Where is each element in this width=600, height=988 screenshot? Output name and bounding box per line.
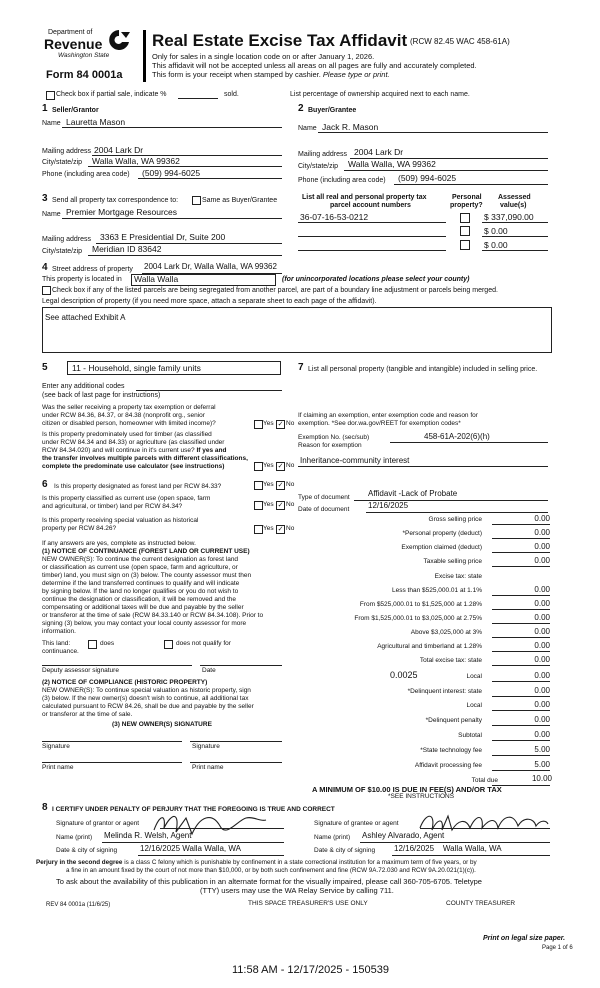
q1-no-label: No: [286, 420, 295, 427]
buyer-phone: (509) 994-6025: [398, 173, 457, 183]
certify-statement: I CERTIFY UNDER PENALTY OF PERJURY THAT THE FOREGOING IS TRUE AND CORRECT: [52, 806, 335, 813]
calc-value-field[interactable]: [492, 710, 550, 711]
s6-q1: Is this property designated as forest land per RCW 84.33?: [54, 483, 222, 490]
buyer-city: Walla Walla, WA 99362: [348, 159, 436, 169]
local-rate: 0.0025: [390, 670, 418, 680]
s6-q3b: property per RCW 84.26?: [42, 525, 117, 532]
q1-no-checkbox[interactable]: ✓: [277, 421, 284, 428]
reason-field[interactable]: [298, 466, 548, 467]
personal-property-checkbox[interactable]: [460, 240, 470, 250]
tax-corr-name-label: Name: [42, 211, 61, 218]
partial-sale-label: Check box if partial sale, indicate %: [56, 91, 167, 98]
see-instructions: *SEE INSTRUCTIONS: [388, 793, 455, 800]
tax-corr-mail-label: Mailing address: [42, 236, 92, 243]
q1-line-b: under RCW 84.36, 84.37, or 84.38 (nonprofit org., senior: [42, 412, 205, 419]
seller-phone: (509) 994-6025: [142, 168, 201, 178]
q2-yes-checkbox[interactable]: [254, 462, 263, 471]
assessed-value: $ 0.00: [484, 240, 508, 250]
notice1-line: signing (3) below, you may contact your local county assessor for more: [42, 620, 247, 627]
deputy-label: Deputy assessor signature: [42, 667, 119, 674]
grantor-name-field[interactable]: [102, 842, 284, 843]
tax-corr-city-field[interactable]: [88, 255, 282, 256]
parcels-col3a: Assessed: [498, 194, 531, 201]
calc-label: Local: [466, 673, 482, 680]
notice1-title: (1) NOTICE OF CONTINUANCE (FOREST LAND OR CURRENT USE): [42, 548, 250, 555]
perjury-line-2: a fine in an amount fixed by the court of not more than $10,000, or by both such confinement and fine (RCW 9A.72.030 and RCW 9A.20.021(1)(c)).: [66, 867, 476, 874]
section8-num: 8: [42, 802, 48, 813]
calc-label: Subtotal: [458, 732, 482, 739]
buyer-name: Jack R. Mason: [322, 122, 379, 132]
s6-q2-yes-label: Yes: [263, 501, 274, 508]
seller-mail-label: Mailing address: [42, 148, 92, 155]
calc-value: 0.00: [534, 514, 550, 523]
see-back-label: (see back of last page for instructions): [42, 392, 161, 399]
calc-value: 0.00: [534, 542, 550, 551]
street-label: Street address of property: [52, 266, 133, 273]
notice1-line: continue the designation or classification, it will be removed and the: [42, 596, 237, 603]
q2-no-label: No: [286, 462, 295, 469]
calc-value: 0.00: [534, 627, 550, 636]
segregated-checkbox[interactable]: [42, 286, 51, 295]
county-treasurer: COUNTY TREASURER: [446, 900, 516, 907]
seller-mail: 2004 Lark Dr: [94, 145, 144, 155]
if-any-yes: If any answers are yes, complete as instructed below.: [42, 540, 196, 547]
q1-yes-label: Yes: [263, 420, 274, 427]
seller-num: 1: [42, 103, 48, 114]
buyer-mail-label: Mailing address: [298, 151, 348, 158]
located-note: (for unincorporated locations please select your county): [282, 276, 470, 283]
notice2-line: NEW OWNER(S): To continue special valuation as historic property, sign: [42, 687, 251, 694]
q1-line-a: Was the seller receiving a property tax exemption or deferral: [42, 404, 216, 411]
reason-value: Inheritance-community interest: [300, 456, 410, 465]
assessed-value: $ 0.00: [484, 226, 508, 236]
grantee-name-field[interactable]: [360, 842, 550, 843]
calc-value: 0.00: [534, 715, 550, 724]
does-label: does: [100, 640, 115, 647]
notice1-line: or transferor at the time of sale (RCW 84.33.140 or RCW 84.34.108). Prior to: [42, 612, 264, 619]
deputy-signature-field[interactable]: [42, 665, 192, 666]
doc-date-label: Date of document: [298, 506, 350, 513]
ownership-note: List percentage of ownership acquired next to each name.: [290, 91, 470, 98]
assessed-value-field[interactable]: [482, 250, 548, 251]
s6-q3-no-checkbox[interactable]: ✓: [277, 526, 284, 533]
calc-value-field[interactable]: [492, 637, 550, 638]
located-label: This property is located in: [42, 276, 122, 283]
assessed-value: $ 337,090.00: [484, 212, 534, 222]
calc-value: 0.00: [534, 599, 550, 608]
parcel-number-field[interactable]: [298, 222, 446, 223]
perjury-line-1: [36, 859, 477, 867]
calc-label: From $525,000.01 to $1,525,000 at 1.28%: [359, 601, 482, 608]
s6-q3a: Is this property receiving special valuation as historical: [42, 517, 199, 524]
calc-label: *Delinquent interest: state: [407, 688, 482, 695]
grantor-name: Melinda R. Welsh, Agent: [104, 831, 192, 840]
q2-line-f: complete the predominate use calculator (see instructions): [42, 463, 225, 470]
tax-corr-name: Premier Mortgage Resources: [66, 207, 178, 217]
calc-label: Agricultural and timberland at 1.28%: [377, 643, 482, 650]
notice1-line: determine if the land transferred continues to qualify and will indicate: [42, 580, 240, 587]
grantor-date: 12/16/2025 Walla Walla, WA: [140, 844, 241, 853]
name-print-label-left: Name (print): [56, 834, 93, 841]
calc-value: 10.00: [531, 774, 552, 783]
notice1-line: information.: [42, 628, 76, 635]
q2-line-e: the transfer involves multiple parcels with different classifications,: [42, 455, 248, 462]
location-num: 4: [42, 262, 48, 273]
does-checkbox[interactable]: [88, 640, 97, 649]
parcels-col1b: parcel account numbers: [330, 202, 411, 209]
located-value: Walla Walla: [134, 274, 179, 284]
print-legal-note: Print on legal size paper.: [483, 935, 566, 942]
partial-sale-suffix: sold.: [224, 91, 239, 98]
perjury-bold: Perjury in the second degree: [36, 859, 123, 866]
owner-signature-1-label: Signature: [42, 743, 70, 750]
calc-label: Affidavit processing fee: [414, 762, 482, 769]
seller-title: Seller/Grantor: [52, 107, 99, 114]
page-number: Page 1 of 6: [542, 945, 573, 951]
form-title: Real Estate Excise Tax Affidavit: [152, 31, 408, 50]
buyer-title: Buyer/Grantee: [308, 107, 357, 114]
tax-corr-label: Send all property tax correspondence to:: [52, 197, 179, 204]
section6-num: 6: [42, 479, 48, 490]
q2-line-c: [42, 447, 226, 455]
calc-value-field[interactable]: [492, 595, 550, 596]
s6-q3-yes-label: Yes: [263, 525, 274, 532]
calc-label: Total excise tax: state: [419, 657, 482, 664]
q2-yes-label: Yes: [263, 462, 274, 469]
calc-value: 0.00: [534, 730, 550, 739]
calc-label: *Personal property (deduct): [402, 530, 482, 537]
parcels-col3b: value(s): [500, 202, 527, 209]
same-as-buyer-label: Same as Buyer/Grantee: [202, 197, 278, 204]
calc-label: *Delinquent penalty: [425, 717, 482, 724]
calc-label: Total due: [471, 777, 498, 784]
doc-date: 12/16/2025: [368, 501, 409, 510]
doc-type: Affidavit -Lack of Probate: [368, 489, 458, 498]
this-land-label: This land:: [42, 640, 71, 647]
calc-value-field[interactable]: [492, 770, 550, 771]
calc-value: 0.00: [534, 655, 550, 664]
date-city-label-right: Date & city of signing: [314, 847, 376, 854]
calc-value-field[interactable]: [492, 725, 550, 726]
header-divider: [143, 30, 146, 82]
calc-label: *State technology fee: [420, 747, 482, 754]
does-not-checkbox[interactable]: [164, 640, 173, 649]
legal-label: Legal description of property (if you need more space, attach a separate sheet to each page of the affidavit).: [42, 298, 377, 305]
deputy-date-label: Date: [202, 667, 216, 674]
sig-grantee-label: Signature of grantee or agent: [314, 820, 399, 827]
buyer-city-label: City/state/zip: [298, 163, 339, 170]
use-code: 11 - Household, single family units: [72, 363, 201, 373]
calc-value-field[interactable]: [492, 524, 550, 525]
continuance-label: continuance.: [42, 648, 79, 655]
calc-value: 0.00: [534, 686, 550, 695]
calc-value: 0.00: [534, 641, 550, 650]
assessed-value-field[interactable]: [482, 222, 548, 223]
deputy-date-field[interactable]: [200, 665, 282, 666]
calc-label: Local: [466, 702, 482, 709]
q2-no-checkbox[interactable]: ✓: [277, 463, 284, 470]
tax-corr-num: 3: [42, 193, 48, 204]
street-address: 2004 Lark Dr, Walla Walla, WA 99362: [144, 262, 277, 271]
calc-label: Less than $525,000.01 at 1.1%: [392, 587, 482, 594]
notice2-line: or transferor at the time of sale.: [42, 711, 133, 718]
owner-print-2-field[interactable]: [190, 762, 282, 763]
s6-q2-no-label: No: [286, 501, 295, 508]
calc-value-field[interactable]: [492, 681, 550, 682]
name-print-label-right: Name (print): [314, 834, 351, 841]
q2-line-c-text: RCW 84.34.020) and will continue in it's current use?: [42, 447, 195, 454]
calc-value-field[interactable]: [492, 740, 550, 741]
buyer-city-field[interactable]: [344, 170, 548, 171]
calc-value-field[interactable]: [492, 609, 550, 610]
owner-print-1-field[interactable]: [42, 762, 182, 763]
revision: REV 84 0001a (11/6/25): [46, 902, 111, 908]
buyer-name-label: Name: [298, 125, 317, 132]
notice1-line: timber) land, you must sign on (3) below. The county assessor must then: [42, 572, 252, 579]
dept-line1: Department of: [48, 29, 93, 36]
s6-q3-no-label: No: [286, 525, 295, 532]
seller-name: Lauretta Mason: [66, 117, 126, 127]
calc-value-field[interactable]: [492, 696, 550, 697]
seller-city: Walla Walla, WA 99362: [92, 156, 180, 166]
revenue-swirl-icon: [106, 28, 132, 52]
grantee-date-field[interactable]: [392, 855, 550, 856]
s6-q1-no-label: No: [286, 481, 295, 488]
assessed-value-field[interactable]: [482, 236, 548, 237]
calc-value: 0.00: [534, 556, 550, 565]
section7-num: 7: [298, 362, 304, 373]
personal-property-checkbox[interactable]: [460, 213, 470, 223]
exemption-no: 458-61A-202(6)(h): [424, 432, 490, 441]
notice2-title: (2) NOTICE OF COMPLIANCE (HISTORIC PROPERTY): [42, 679, 208, 686]
calc-value: 5.00: [534, 745, 550, 754]
segregated-label: Check box if any of the listed parcels are being segregated from another parcel, are part of a boundary line adjustment or parcels being merged.: [52, 287, 498, 294]
buyer-phone-label: Phone (including area code): [298, 177, 386, 184]
exemption-no-label: Exemption No. (sec/sub): [298, 434, 370, 441]
header-note-3: [152, 70, 390, 79]
same-as-buyer-checkbox[interactable]: [192, 196, 201, 205]
owner-signature-1-field[interactable]: [42, 741, 182, 742]
parcel-number-field[interactable]: [298, 250, 446, 251]
seller-name-field[interactable]: [62, 127, 282, 128]
s6-q1-no-checkbox[interactable]: ✓: [277, 482, 284, 489]
new-owner-signature-title: (3) NEW OWNER(S) SIGNATURE: [112, 721, 212, 728]
notice1-line: NEW OWNER(S): To continue the current designation as forest land: [42, 556, 239, 563]
calc-value-field[interactable]: [492, 538, 550, 539]
availability-line-1: To ask about the availability of this publication in an alternate format for the visually impaired, please call 360-705-6705. Teletype: [56, 877, 482, 886]
calc-label: From $1,525,000.01 to $3,025,000 at 2.75%: [354, 615, 482, 622]
tax-corr-city: Meridian ID 83642: [92, 244, 162, 254]
s6-q2b: and agricultural, or timber) land per RCW 84.34?: [42, 503, 183, 510]
exempt-line-a: If claiming an exemption, enter exemption code and reason for: [298, 412, 478, 419]
buyer-num: 2: [298, 103, 304, 114]
notice1-line: by signing below. If the land no longer qualifies or you do not wish to: [42, 588, 239, 595]
calc-value: 5.00: [534, 760, 550, 769]
buyer-mail: 2004 Lark Dr: [354, 147, 404, 157]
partial-sale-percent[interactable]: [178, 98, 218, 99]
treasurer-use: THIS SPACE TREASURER'S USE ONLY: [248, 900, 368, 907]
calc-value-field[interactable]: [492, 552, 550, 553]
q1-line-c: citizen or disabled person, homeowner with limited income)?: [42, 420, 216, 427]
calc-value-field[interactable]: [492, 755, 550, 756]
calc-label: Gross selling price: [428, 516, 482, 523]
notice1-line: compensating or additional taxes will be due and payable by the seller: [42, 604, 244, 611]
date-city-label-left: Date & city of signing: [56, 847, 118, 854]
buyer-name-field[interactable]: [318, 132, 548, 133]
owner-print-2-label: Print name: [192, 764, 224, 771]
section5-num: 5: [42, 362, 48, 373]
tax-corr-name-field[interactable]: [62, 218, 282, 219]
tax-corr-mail: 3363 E Presidential Dr, Suite 200: [100, 232, 226, 242]
parcels-col2a: Personal: [452, 194, 482, 201]
notice2-line: calculated pursuant to RCW 84.26, shall be due and payable by the seller: [42, 703, 254, 710]
parcels-col2b: property?: [450, 202, 483, 209]
tax-corr-city-label: City/state/zip: [42, 248, 83, 255]
s6-q3-yes-checkbox[interactable]: [254, 525, 263, 534]
seller-phone-label: Phone (including area code): [42, 171, 130, 178]
form-number: Form 84 0001a: [46, 69, 123, 81]
does-not-label: does not qualify for: [176, 640, 231, 647]
q2-line-a: Is this property predominately used for timber (as classified: [42, 431, 212, 438]
personal-property-label: List all personal property (tangible and intangible) included in selling price.: [308, 366, 538, 373]
minimum-due-note: A MINIMUM OF $10.00 IS DUE IN FEE(S) AND/OR TAX: [312, 785, 502, 794]
calc-value-field[interactable]: [492, 665, 550, 666]
calc-label: Above $3,025,000 at 3%: [410, 629, 482, 636]
grantee-name: Ashley Alvarado, Agent: [362, 831, 445, 840]
calc-value-field[interactable]: [492, 651, 550, 652]
parcels-col1a: List all real and personal property tax: [302, 194, 427, 201]
form-citation: (RCW 82.45 WAC 458-61A): [410, 37, 510, 46]
notice1-line: or classification as current use (open space, farm and agriculture, or: [42, 564, 238, 571]
s6-q2-no-checkbox[interactable]: ✓: [277, 502, 284, 509]
seller-name-label: Name: [42, 120, 61, 127]
q2-line-c-bold: If yes and: [196, 447, 227, 454]
personal-property-checkbox[interactable]: [460, 226, 470, 236]
calc-label: Taxable selling price: [423, 558, 482, 565]
availability-line-2: (TTY) users may use the WA Relay Service by calling 711.: [200, 886, 394, 895]
calc-value: 0.00: [534, 700, 550, 709]
seller-phone-field[interactable]: [138, 178, 282, 179]
seller-city-label: City/state/zip: [42, 159, 83, 166]
header-note-2: This affidavit will not be accepted unless all areas on all pages are fully and accurately completed.: [152, 61, 477, 70]
s6-q2a: Is this property classified as current use (open space, farm: [42, 495, 211, 502]
owner-signature-2-field[interactable]: [190, 741, 282, 742]
calc-value-field[interactable]: [492, 566, 550, 567]
print-timestamp: 11:58 AM - 12/17/2025 - 150539: [232, 964, 389, 976]
parcel-number: 36-07-16-53-0212: [300, 212, 369, 222]
perjury-text-1: is a class C felony which is punishable by confinement in a state correctional institution for a maximum term of five years, or by: [124, 859, 477, 866]
parcel-number-field[interactable]: [298, 236, 446, 237]
seller-city-field[interactable]: [88, 166, 282, 167]
tax-calculation: [298, 514, 554, 780]
s6-q1-yes-checkbox[interactable]: [254, 481, 263, 490]
grantor-date-field[interactable]: [138, 855, 284, 856]
grantee-date: 12/16/2025 Walla Walla, WA: [394, 844, 502, 853]
additional-codes-label: Enter any additional codes: [42, 383, 125, 390]
exemption-no-field[interactable]: [390, 442, 548, 443]
calc-value: 0.00: [534, 671, 550, 680]
sig-grantor-label: Signature of grantor or agent: [56, 820, 140, 827]
legal-description: See attached Exhibit A: [45, 313, 126, 322]
header-note-3a: This form is your receipt when stamped by cashier.: [152, 70, 321, 79]
doc-type-label: Type of document: [298, 494, 350, 501]
s6-q2-yes-checkbox[interactable]: [254, 501, 263, 510]
s6-q1-yes-label: Yes: [263, 481, 274, 488]
header-note-1: Only for sales in a single location code on or after January 1, 2026.: [152, 52, 375, 61]
calc-value-field[interactable]: [492, 623, 550, 624]
notice2-line: (3) below. If the new owner(s) doesn't wish to continue, all additional tax: [42, 695, 249, 702]
doc-date-field[interactable]: [366, 512, 548, 513]
calc-label: Exemption claimed (deduct): [401, 544, 482, 551]
calc-value: 0.00: [534, 613, 550, 622]
buyer-phone-field[interactable]: [394, 184, 548, 185]
q2-line-b: under RCW 84.34 and 84.33) or agriculture (as classified under: [42, 439, 225, 446]
q1-yes-checkbox[interactable]: [254, 420, 263, 429]
calc-value: 0.00: [534, 528, 550, 537]
calc-label: Excise tax: state: [434, 573, 482, 580]
header-note-3b: Please type or print.: [322, 70, 390, 79]
partial-sale-checkbox[interactable]: [46, 91, 55, 100]
calc-value: 0.00: [534, 585, 550, 594]
owner-print-1-label: Print name: [42, 764, 74, 771]
exempt-line-b: exemption. *See dor.wa.gov/REET for exemption codes*: [298, 420, 461, 427]
dept-state: Washington State: [58, 52, 110, 59]
dept-revenue: Revenue: [44, 36, 103, 52]
owner-signature-2-label: Signature: [192, 743, 220, 750]
reason-label: Reason for exemption: [298, 442, 362, 449]
